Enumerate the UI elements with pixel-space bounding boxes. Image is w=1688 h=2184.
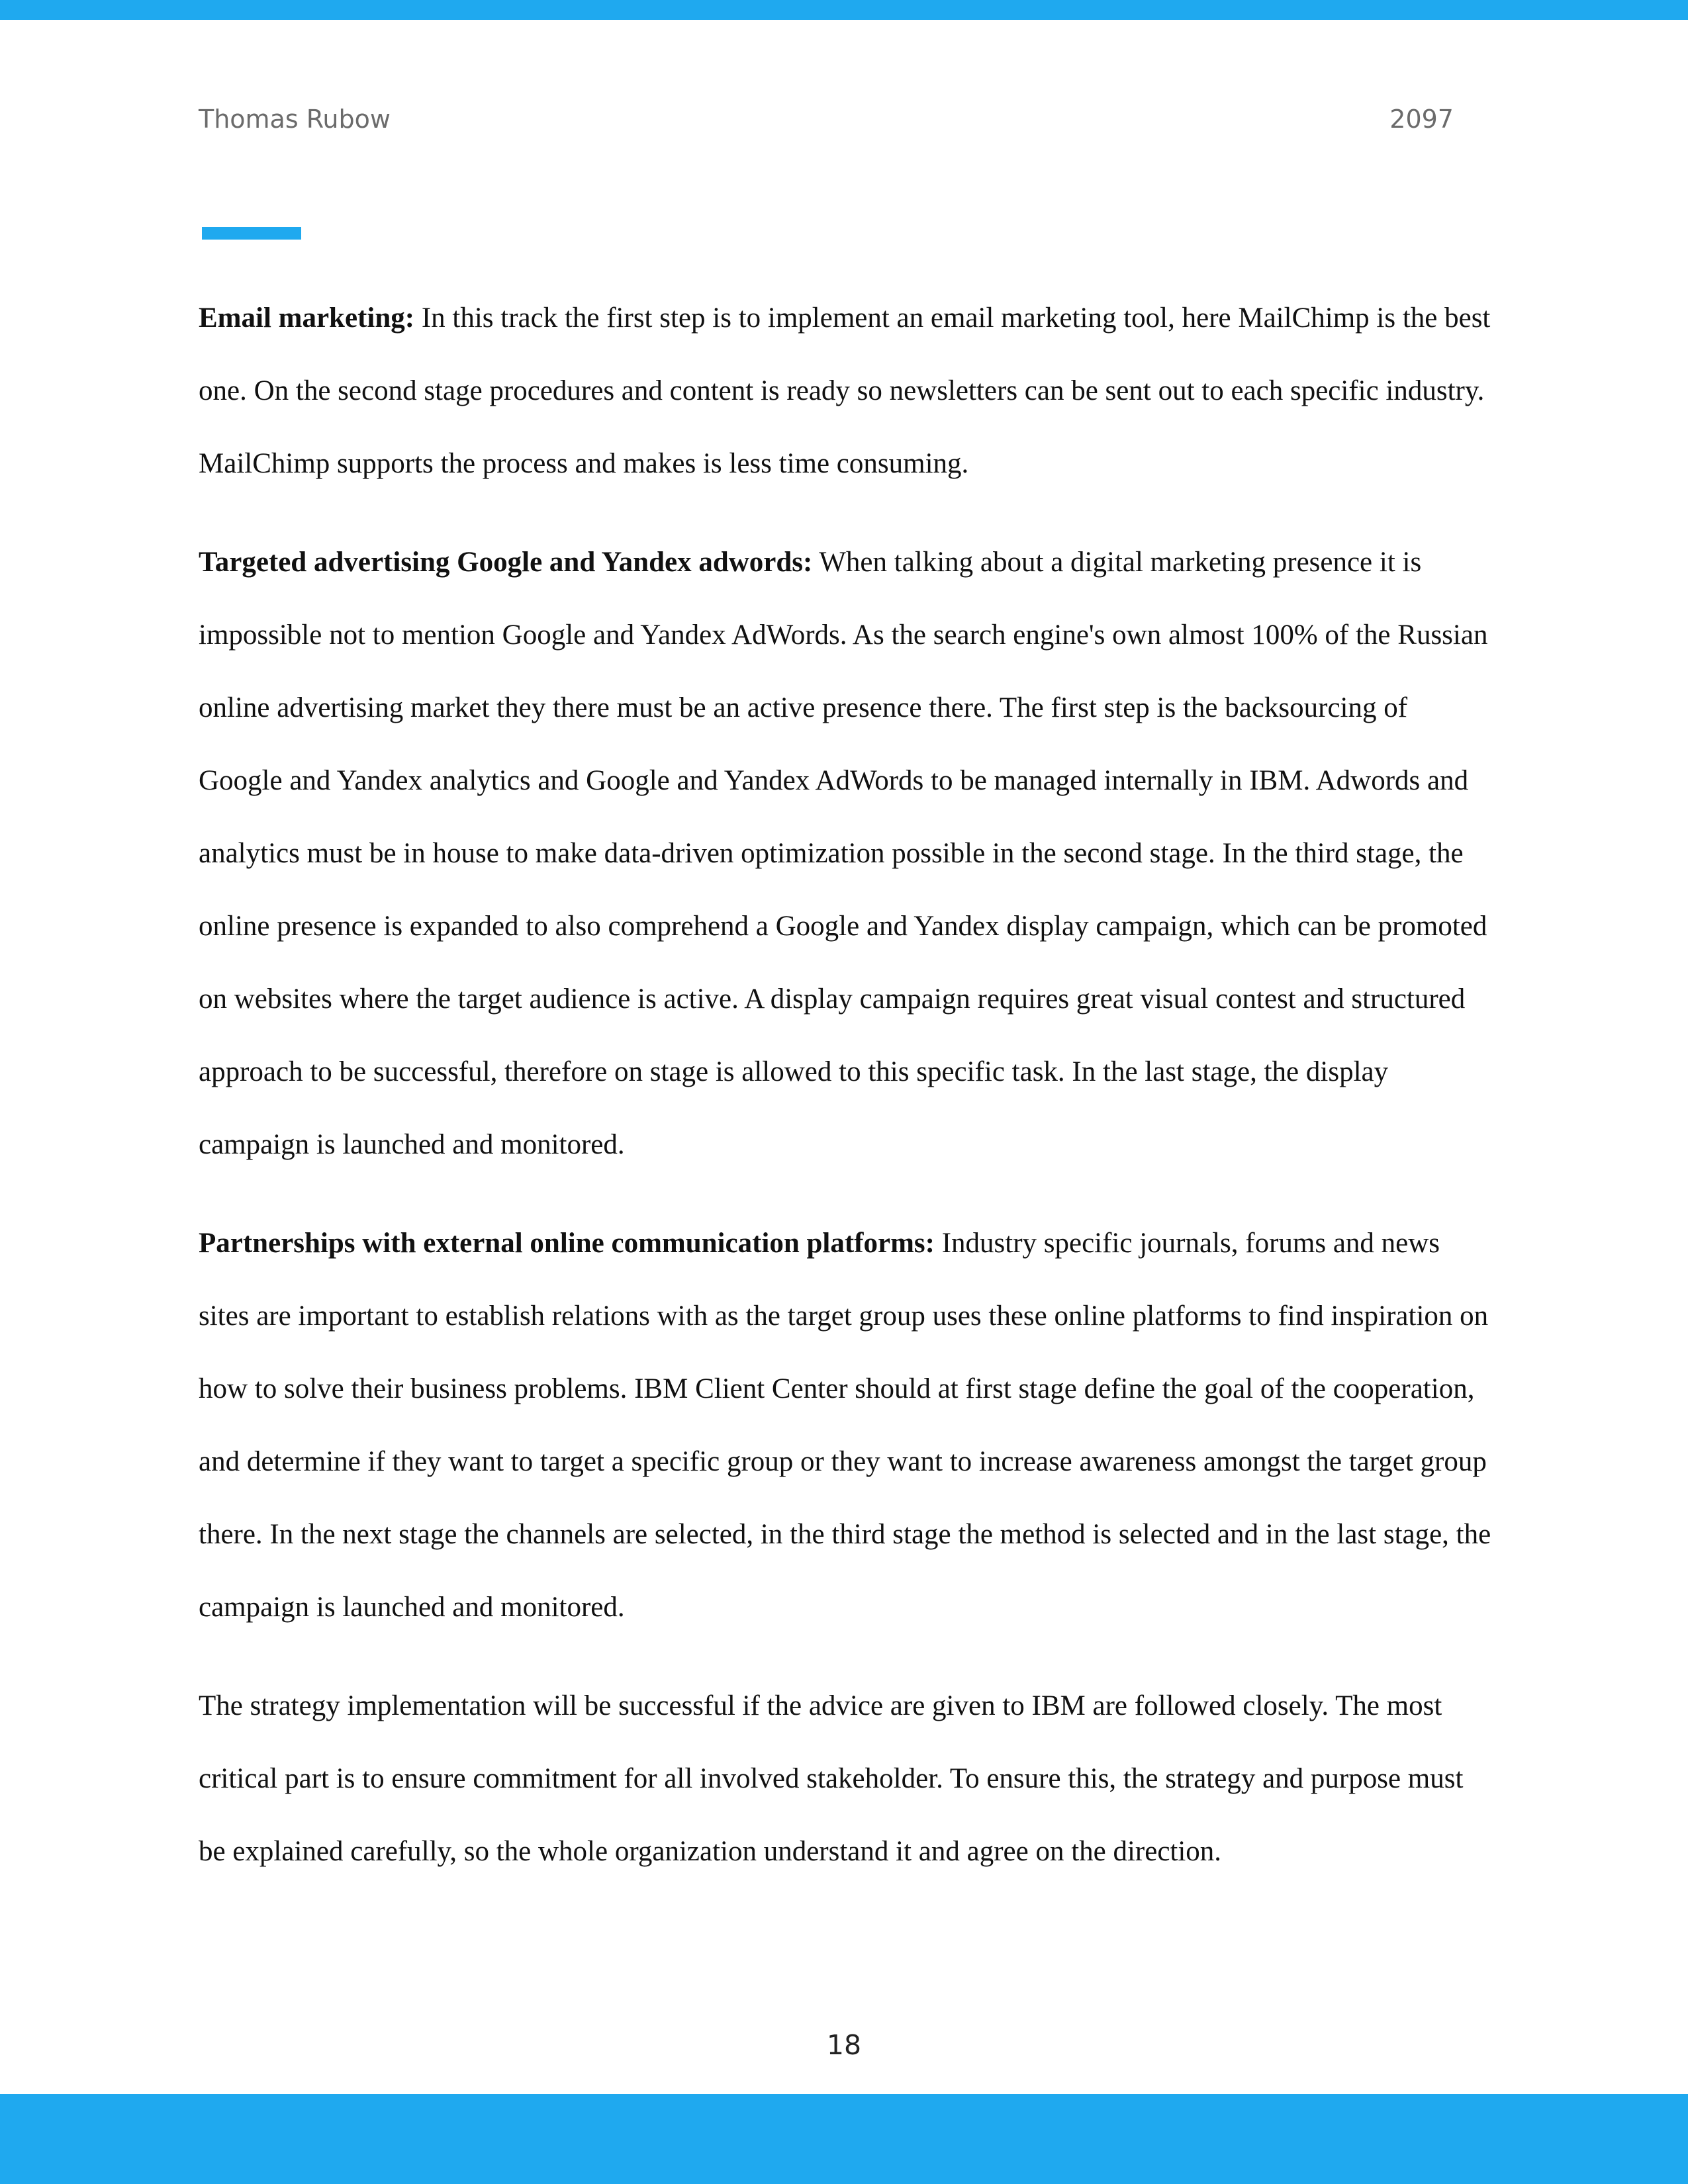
- page-number: 18: [826, 2029, 862, 2061]
- paragraph-email-marketing: [199, 282, 1496, 500]
- paragraph-partnerships: [199, 1207, 1496, 1644]
- header-author: Thomas Rubow: [199, 105, 391, 134]
- paragraph-targeted-advertising: [199, 526, 1496, 1181]
- paragraph-conclusion: [199, 1670, 1496, 1888]
- paragraph-text: Industry specific journals, forums and news sites are important to establish relations with as the target group uses these online platforms to find inspiration on how to solve their business problems. IBM Client Center should at first stage define the goal of the cooperation, and determine if they want to target a specific group or they want to increase awareness amongst the target group there. In the next stage the channels are selected, in the third stage the method is selected and in the last stage, the campaign is launched and monitored.: [199, 1228, 1491, 1623]
- bottom-accent-bar: [0, 2094, 1688, 2184]
- document-body: [199, 282, 1496, 1914]
- top-accent-bar: [0, 0, 1688, 20]
- paragraph-heading: Targeted advertising Google and Yandex adwords:: [199, 547, 813, 578]
- paragraph-text: In this track the first step is to implement an email marketing tool, here MailChimp is the best one. On the second stage procedures and content is ready so newsletters can be sent out to each specific industry. MailChimp supports the process and makes is less time consuming.: [199, 302, 1491, 479]
- paragraph-text: The strategy implementation will be successful if the advice are given to IBM are followed closely. The most critical part is to ensure commitment for all involved stakeholder. To ensure this, the strategy and purpose must be explained carefully, so the whole organization understand it and agree on the direction.: [199, 1690, 1464, 1867]
- paragraph-heading: Partnerships with external online communication platforms:: [199, 1228, 935, 1259]
- paragraph-text: When talking about a digital marketing presence it is impossible not to mention Google and Yandex AdWords. As the search engine's own almost 100% of the Russian online advertising market they there must be an active presence there. The first step is the backsourcing of Google and Yandex analytics and Google and Yandex AdWords to be managed internally in IBM. Adwords and analytics must be in house to make data-driven optimization possible in the second stage. In the third stage, the online presence is expanded to also comprehend a Google and Yandex display campaign, which can be promoted on websites where the target audience is active. A display campaign requires great visual contest and structured approach to be successful, therefore on stage is allowed to this specific task. In the last stage, the display campaign is launched and monitored.: [199, 547, 1488, 1160]
- header-number: 2097: [1389, 105, 1454, 134]
- paragraph-heading: Email marketing:: [199, 302, 415, 334]
- accent-rule: [202, 227, 301, 240]
